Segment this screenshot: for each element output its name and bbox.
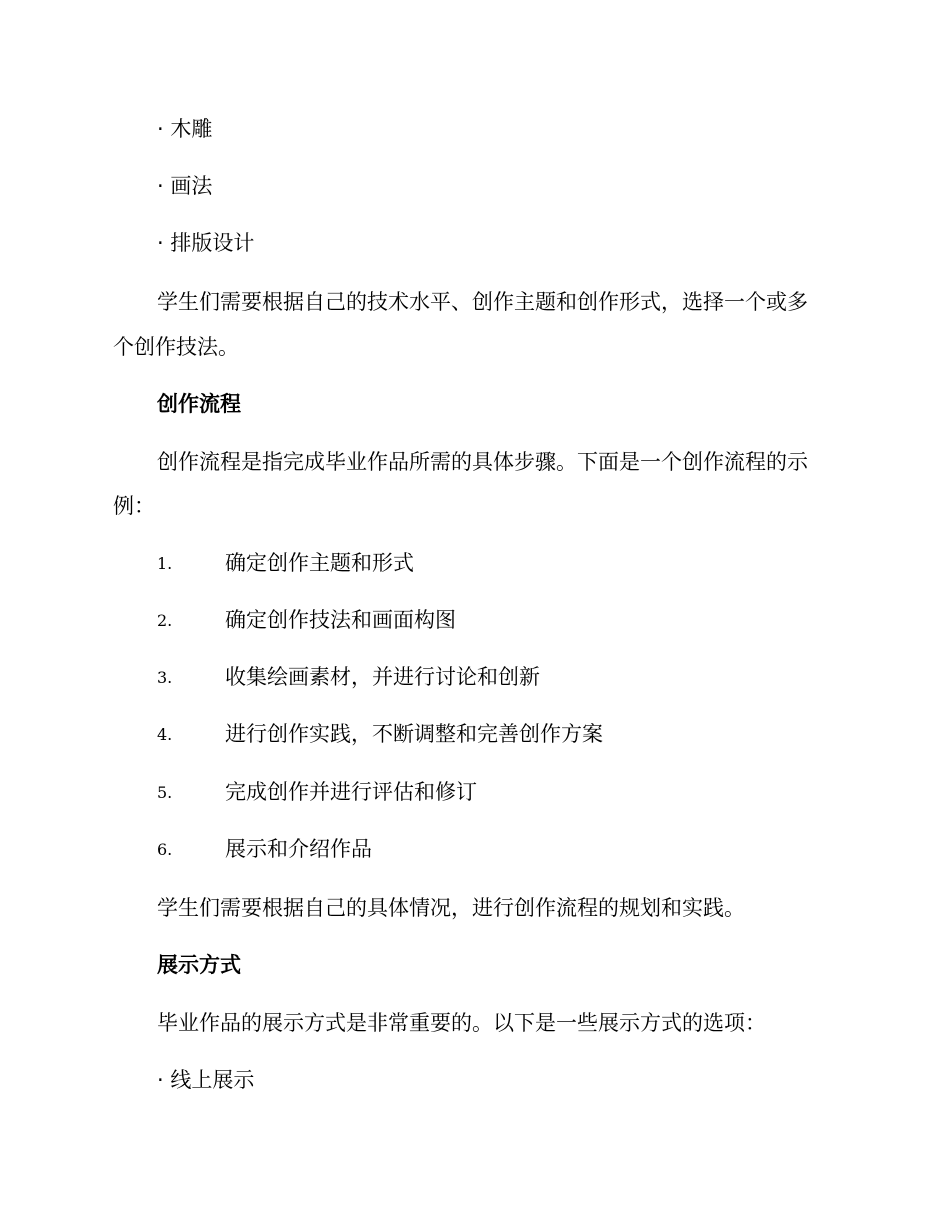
step-number: 3.: [157, 668, 173, 687]
paragraph-process-line-2: 例：: [113, 494, 155, 518]
paragraph-techniques-line-2: 个创作技法。: [113, 335, 239, 359]
step-text: 进行创作实践，不断调整和完善创作方案: [225, 722, 603, 746]
bullet-item-layout-design: · 排版设计: [157, 231, 255, 255]
paragraph-process-line-1: 创作流程是指完成毕业作品所需的具体步骤。下面是一个创作流程的示: [157, 450, 808, 474]
section-heading-display: 展示方式: [157, 953, 241, 977]
step-number: 5.: [157, 783, 173, 802]
step-number: 6.: [157, 840, 173, 859]
paragraph-process-planning: 学生们需要根据自己的具体情况，进行创作流程的规划和实践。: [157, 896, 745, 920]
section-heading-process: 创作流程: [157, 392, 241, 416]
bullet-item-online-display: · 线上展示: [157, 1068, 255, 1092]
paragraph-display-options: 毕业作品的展示方式是非常重要的。以下是一些展示方式的选项：: [157, 1011, 766, 1035]
bullet-item-painting-method: · 画法: [157, 174, 213, 198]
step-text: 收集绘画素材，并进行讨论和创新: [225, 665, 540, 689]
step-text: 确定创作技法和画面构图: [225, 608, 456, 632]
step-text: 完成创作并进行评估和修订: [225, 780, 477, 804]
step-number: 1.: [157, 554, 173, 573]
paragraph-techniques-line-1: 学生们需要根据自己的技术水平、创作主题和创作形式，选择一个或多: [157, 290, 808, 314]
step-number: 4.: [157, 725, 173, 744]
step-number: 2.: [157, 611, 173, 630]
bullet-item-woodcarving: · 木雕: [157, 117, 213, 141]
step-text: 确定创作主题和形式: [225, 551, 414, 575]
step-text: 展示和介绍作品: [225, 837, 372, 861]
